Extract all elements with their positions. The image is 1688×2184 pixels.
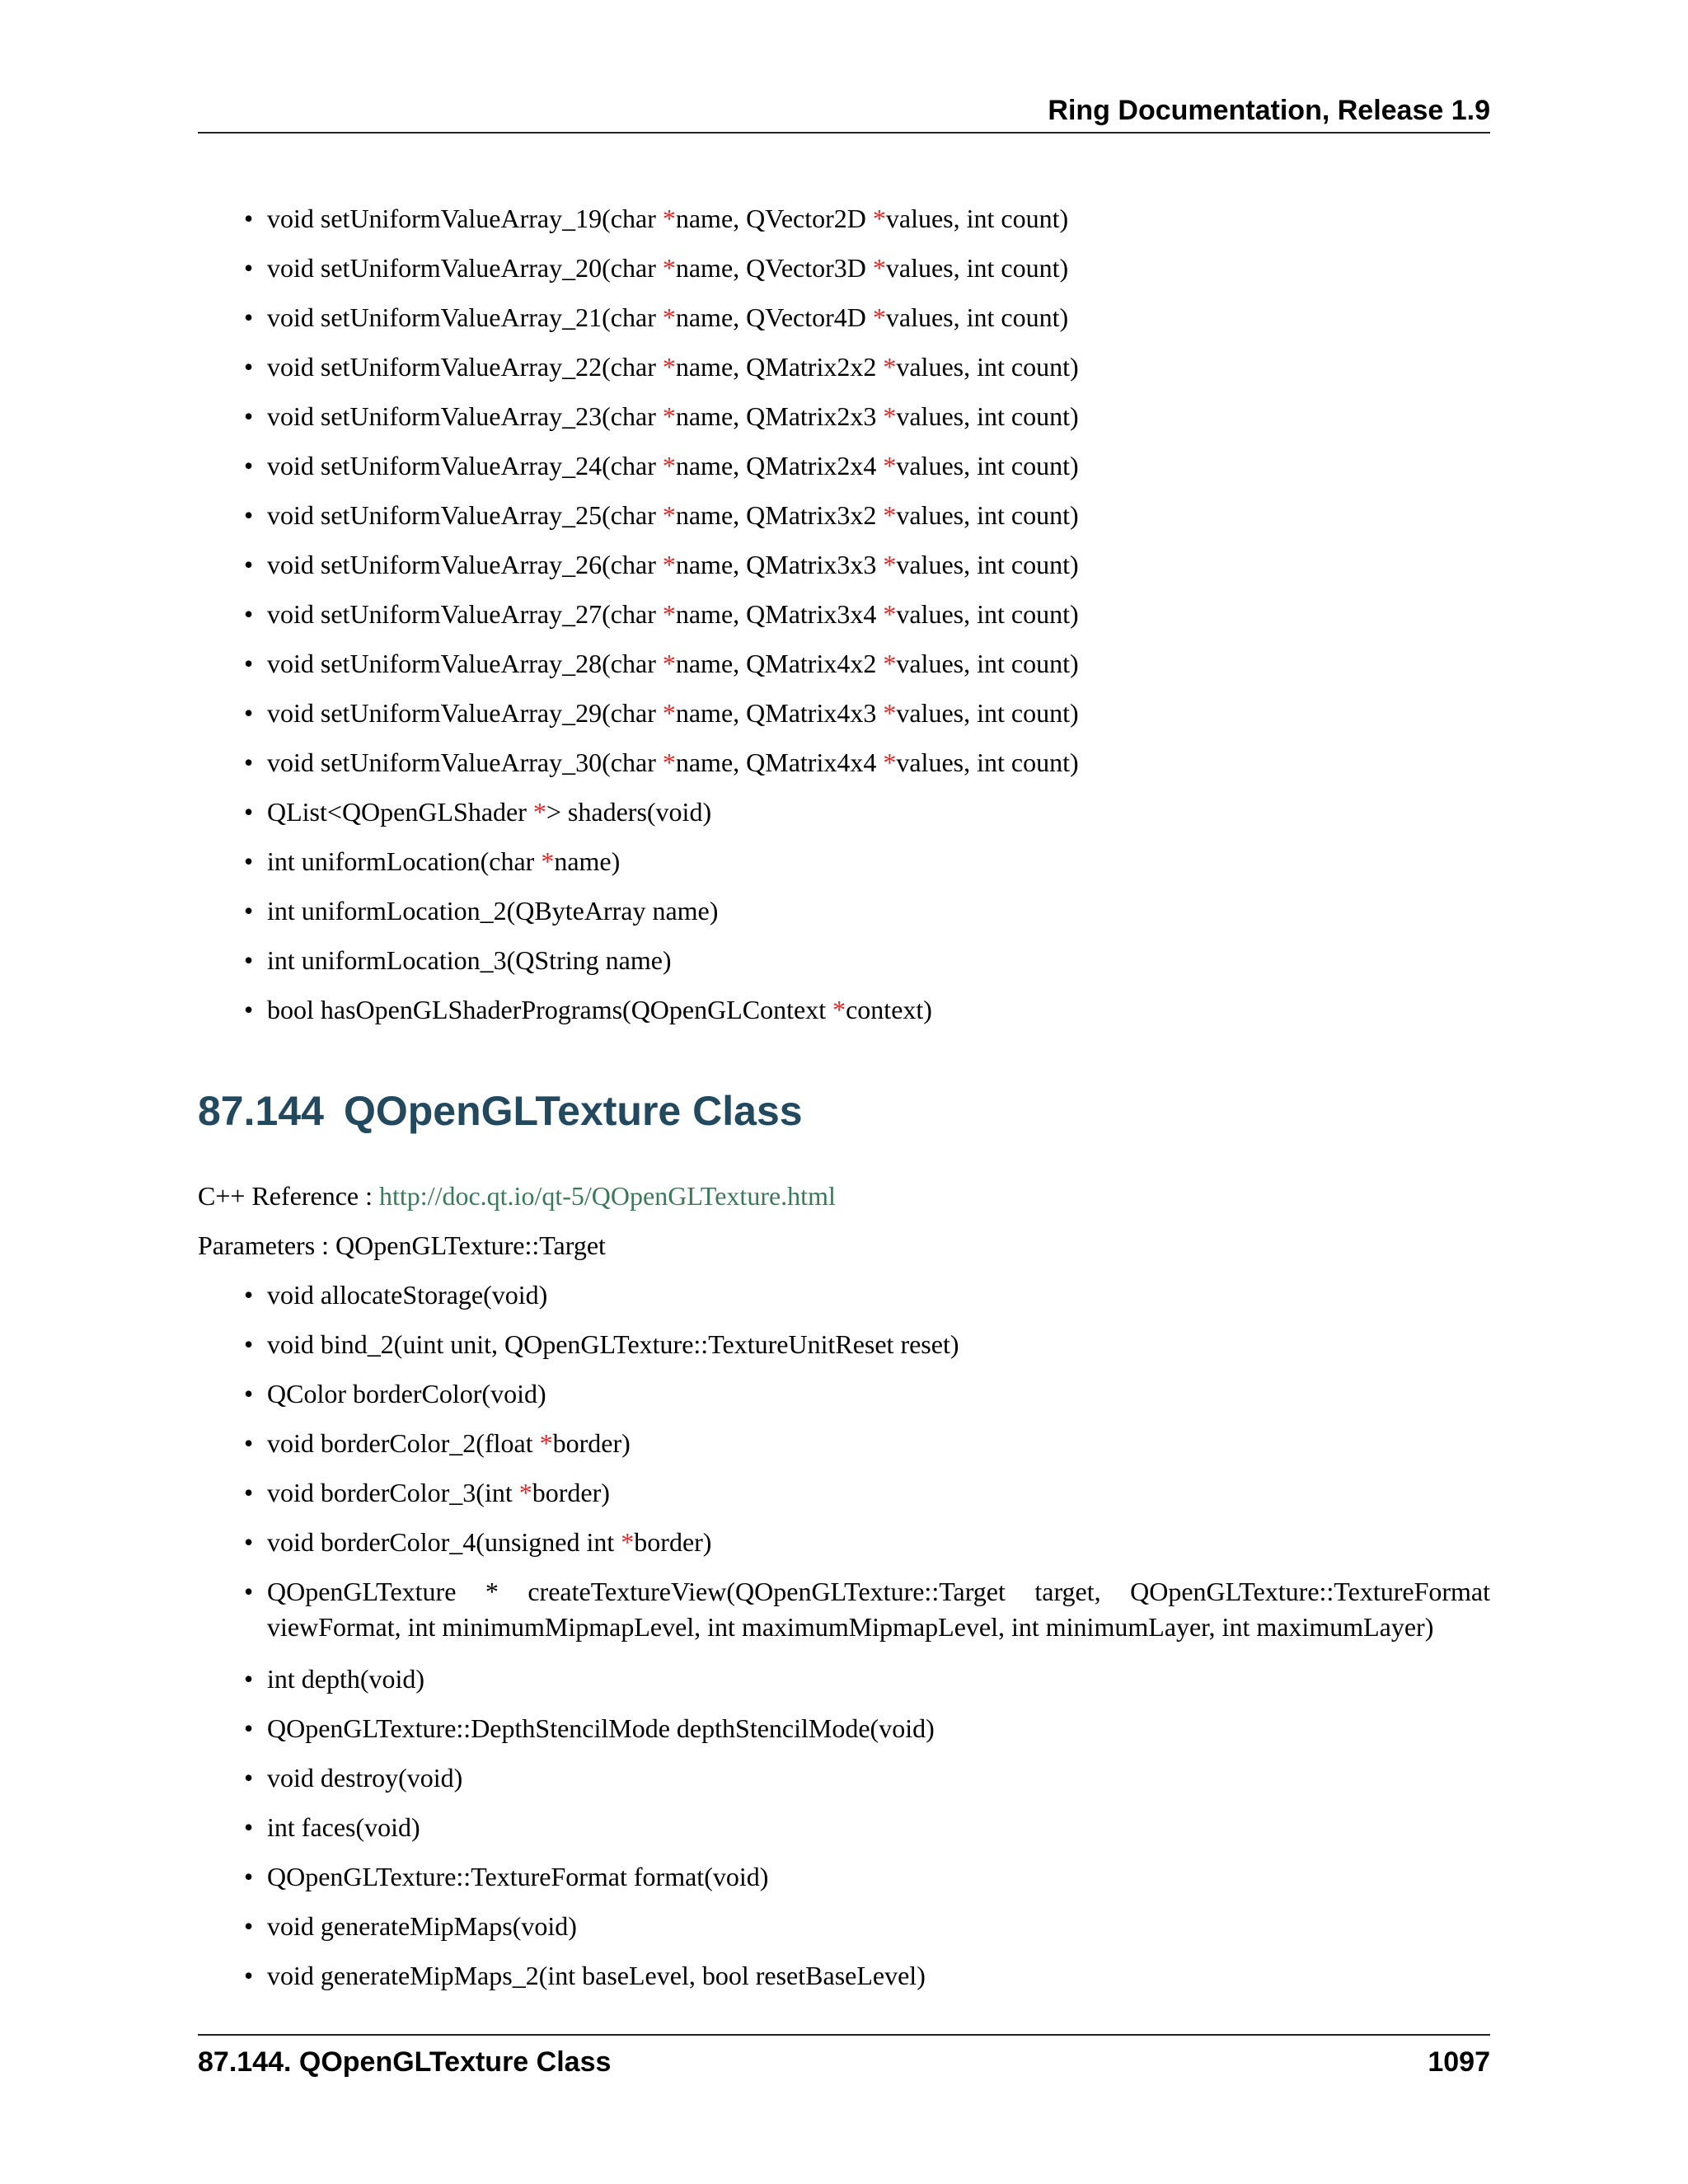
list-item xyxy=(198,1711,1490,1746)
method-signature-text: int uniformLocation(char xyxy=(267,846,542,876)
method-signature-text: values, int count) xyxy=(885,204,1069,233)
bullet-icon: • xyxy=(244,1428,254,1458)
method-signature-text: void borderColor_3(int xyxy=(267,1478,519,1507)
method-signature-text: bool hasOpenGLShaderPrograms(QOpenGLContext xyxy=(267,995,833,1024)
method-signature-text: border) xyxy=(634,1527,712,1557)
bullet-icon: • xyxy=(244,599,254,629)
method-signature-text: values, int count) xyxy=(896,500,1079,530)
method-signature-text: values, int count) xyxy=(896,649,1079,678)
bullet-icon: • xyxy=(244,945,254,975)
bullet-icon: • xyxy=(244,1280,254,1310)
method-signature-text: QOpenGLTexture::TextureFormat format(void) xyxy=(267,1862,769,1891)
method-signature-text: name, QMatrix4x2 xyxy=(675,649,884,678)
list-item xyxy=(198,1958,1490,1994)
bullet-icon: • xyxy=(244,1763,254,1793)
pointer-star: * xyxy=(662,352,676,382)
pointer-star: * xyxy=(662,401,676,431)
list-item xyxy=(198,1475,1490,1511)
pointer-star: * xyxy=(662,500,676,530)
pointer-star: * xyxy=(662,302,676,332)
bullet-icon: • xyxy=(244,1379,254,1408)
method-signature-text: QList<QOpenGLShader xyxy=(267,797,533,827)
bullet-icon: • xyxy=(244,797,254,827)
method-signature-text: void setUniformValueArray_24(char xyxy=(267,451,663,480)
list-item xyxy=(198,547,1490,583)
method-signature-text: values, int count) xyxy=(896,550,1079,579)
method-signature-text: values, int count) xyxy=(896,352,1079,382)
bullet-icon: • xyxy=(244,649,254,678)
bullet-icon: • xyxy=(244,1862,254,1891)
method-signature-text: void setUniformValueArray_21(char xyxy=(267,302,663,332)
list-item xyxy=(198,448,1490,484)
list-item xyxy=(198,399,1490,434)
pointer-star: * xyxy=(541,846,555,876)
pointer-star: * xyxy=(662,698,676,728)
parameters-line: Parameters : QOpenGLTexture::Target xyxy=(198,1230,606,1260)
pointer-star: * xyxy=(662,253,676,283)
method-signature-text: values, int count) xyxy=(896,599,1079,629)
pointer-star: * xyxy=(883,748,897,777)
method-signature-text: border) xyxy=(552,1428,631,1458)
method-signature-text: void setUniformValueArray_23(char xyxy=(267,401,663,431)
method-signature-text: void generateMipMaps(void) xyxy=(267,1911,577,1941)
pointer-star: * xyxy=(662,649,676,678)
bullet-icon: • xyxy=(244,748,254,777)
pointer-star: * xyxy=(872,204,886,233)
method-signature-text: QOpenGLTexture * createTextureView(QOpenGLTexture::Target target, QOpenGLTexture::TextureFormat viewFormat, int minimumMipmapLevel, int maximumMipmapLevel, int minimumLayer, int maximumLayer) xyxy=(267,1577,1490,1642)
method-list xyxy=(198,201,1490,1028)
method-signature-text: void setUniformValueArray_29(char xyxy=(267,698,663,728)
pointer-star: * xyxy=(662,550,676,579)
pointer-star: * xyxy=(883,599,897,629)
method-signature-text: void bind_2(uint unit, QOpenGLTexture::TextureUnitReset reset) xyxy=(267,1329,959,1359)
method-signature-text: void setUniformValueArray_19(char xyxy=(267,204,663,233)
method-signature-text: name, QVector2D xyxy=(675,204,873,233)
list-item xyxy=(198,844,1490,879)
list-item xyxy=(198,745,1490,780)
bullet-icon: • xyxy=(244,1713,254,1743)
method-signature-text: name, QMatrix4x3 xyxy=(675,698,884,728)
pointer-star: * xyxy=(532,797,546,827)
list-item xyxy=(198,1426,1490,1461)
list-item xyxy=(198,300,1490,335)
page-number: 1097 xyxy=(1428,2046,1490,2078)
bullet-icon: • xyxy=(244,352,254,382)
list-item xyxy=(198,1327,1490,1362)
method-signature-text: void allocateStorage(void) xyxy=(267,1280,548,1310)
bullet-icon: • xyxy=(244,698,254,728)
pointer-star: * xyxy=(883,698,897,728)
pointer-star: * xyxy=(883,401,897,431)
page-footer xyxy=(198,2034,1490,2078)
method-signature-text: void destroy(void) xyxy=(267,1763,463,1793)
pointer-star: * xyxy=(662,451,676,480)
method-signature-text: name, QMatrix3x2 xyxy=(675,500,884,530)
method-signature-text: void setUniformValueArray_26(char xyxy=(267,550,663,579)
footer-section-label: 87.144. QOpenGLTexture Class xyxy=(198,2046,612,2078)
bullet-icon: • xyxy=(244,1329,254,1359)
method-signature-text: int uniformLocation_2(QByteArray name) xyxy=(267,896,719,926)
method-signature-text: name, QMatrix2x4 xyxy=(675,451,884,480)
method-signature-text: values, int count) xyxy=(896,451,1079,480)
list-item xyxy=(198,1760,1490,1796)
bullet-icon: • xyxy=(244,302,254,332)
list-item xyxy=(198,498,1490,533)
cpp-reference-label: C++ Reference : xyxy=(198,1181,379,1211)
method-signature-text: void setUniformValueArray_30(char xyxy=(267,748,663,777)
list-item xyxy=(198,1810,1490,1845)
method-signature-text: name, QMatrix2x3 xyxy=(675,401,884,431)
method-signature-text: void borderColor_4(unsigned int xyxy=(267,1527,621,1557)
pointer-star: * xyxy=(832,995,846,1024)
method-signature-text: name) xyxy=(554,846,621,876)
method-signature-text: int depth(void) xyxy=(267,1664,425,1694)
method-signature-text: void borderColor_2(float xyxy=(267,1428,540,1458)
bullet-icon: • xyxy=(244,1812,254,1842)
list-item xyxy=(198,1277,1490,1313)
method-signature-text: values, int count) xyxy=(885,302,1069,332)
method-signature-text: name, QMatrix2x2 xyxy=(675,352,884,382)
method-signature-text: > shaders(void) xyxy=(546,797,712,827)
method-signature-text: void setUniformValueArray_20(char xyxy=(267,253,663,283)
method-signature-text: void setUniformValueArray_22(char xyxy=(267,352,663,382)
method-signature-text: name, QMatrix3x4 xyxy=(675,599,884,629)
pointer-star: * xyxy=(621,1527,635,1557)
list-item xyxy=(198,1574,1490,1645)
method-signature-text: name, QVector4D xyxy=(675,302,873,332)
list-item xyxy=(198,696,1490,731)
bullet-icon: • xyxy=(244,451,254,480)
bullet-icon: • xyxy=(244,401,254,431)
method-list-bottom xyxy=(198,1277,1490,2008)
list-item xyxy=(198,597,1490,632)
method-signature-text: QOpenGLTexture::DepthStencilMode depthStencilMode(void) xyxy=(267,1713,935,1743)
pointer-star: * xyxy=(883,550,897,579)
method-signature-text: values, int count) xyxy=(896,401,1079,431)
bullet-icon: • xyxy=(244,896,254,926)
section-heading xyxy=(198,1086,803,1136)
list-item xyxy=(198,349,1490,385)
method-signature-text: border) xyxy=(532,1478,610,1507)
method-signature-text: void setUniformValueArray_27(char xyxy=(267,599,663,629)
list-item xyxy=(198,992,1490,1028)
section-number: 87.144 xyxy=(198,1088,324,1134)
list-item xyxy=(198,1909,1490,1944)
bullet-icon: • xyxy=(244,1961,254,1990)
method-signature-text: int uniformLocation_3(QString name) xyxy=(267,945,672,975)
list-item xyxy=(198,646,1490,682)
bullet-icon: • xyxy=(244,1911,254,1941)
cpp-reference xyxy=(198,1179,1490,1214)
pointer-star: * xyxy=(872,253,886,283)
cpp-reference-link[interactable]: http://doc.qt.io/qt-5/QOpenGLTexture.html xyxy=(379,1181,836,1211)
method-signature-text: name, QMatrix3x3 xyxy=(675,550,884,579)
bullet-icon: • xyxy=(244,550,254,579)
pointer-star: * xyxy=(662,599,676,629)
pointer-star: * xyxy=(883,451,897,480)
bullet-icon: • xyxy=(244,995,254,1024)
method-signature-text: values, int count) xyxy=(896,698,1079,728)
method-signature-text: void setUniformValueArray_25(char xyxy=(267,500,663,530)
pointer-star: * xyxy=(539,1428,553,1458)
list-item xyxy=(198,794,1490,830)
method-signature-text: values, int count) xyxy=(885,253,1069,283)
list-item xyxy=(198,893,1490,929)
pointer-star: * xyxy=(518,1478,532,1507)
bullet-icon: • xyxy=(244,846,254,876)
bullet-icon: • xyxy=(244,204,254,233)
list-item xyxy=(198,1525,1490,1560)
page-header xyxy=(198,92,1490,134)
method-signature-text: values, int count) xyxy=(896,748,1079,777)
pointer-star: * xyxy=(872,302,886,332)
pointer-star: * xyxy=(662,748,676,777)
list-item xyxy=(198,1859,1490,1895)
method-signature-text: QColor borderColor(void) xyxy=(267,1379,546,1408)
method-signature-text: int faces(void) xyxy=(267,1812,420,1842)
pointer-star: * xyxy=(883,649,897,678)
method-list-top xyxy=(198,201,1490,1042)
bullet-icon: • xyxy=(244,253,254,283)
method-signature-text: name, QVector3D xyxy=(675,253,873,283)
method-signature-text: context) xyxy=(846,995,932,1024)
document-title: Ring Documentation, Release 1.9 xyxy=(1048,95,1490,126)
bullet-icon: • xyxy=(244,1577,254,1606)
method-list xyxy=(198,1277,1490,1994)
method-signature-text: name, QMatrix4x4 xyxy=(675,748,884,777)
list-item xyxy=(198,201,1490,237)
list-item xyxy=(198,1661,1490,1697)
section-title-text: QOpenGLTexture Class xyxy=(343,1088,803,1134)
bullet-icon: • xyxy=(244,1478,254,1507)
list-item xyxy=(198,251,1490,286)
pointer-star: * xyxy=(883,352,897,382)
method-signature-text: void setUniformValueArray_28(char xyxy=(267,649,663,678)
list-item xyxy=(198,943,1490,978)
bullet-icon: • xyxy=(244,500,254,530)
method-signature-text: void generateMipMaps_2(int baseLevel, bool resetBaseLevel) xyxy=(267,1961,926,1990)
pointer-star: * xyxy=(883,500,897,530)
pointer-star: * xyxy=(662,204,676,233)
bullet-icon: • xyxy=(244,1664,254,1694)
bullet-icon: • xyxy=(244,1527,254,1557)
list-item xyxy=(198,1376,1490,1412)
